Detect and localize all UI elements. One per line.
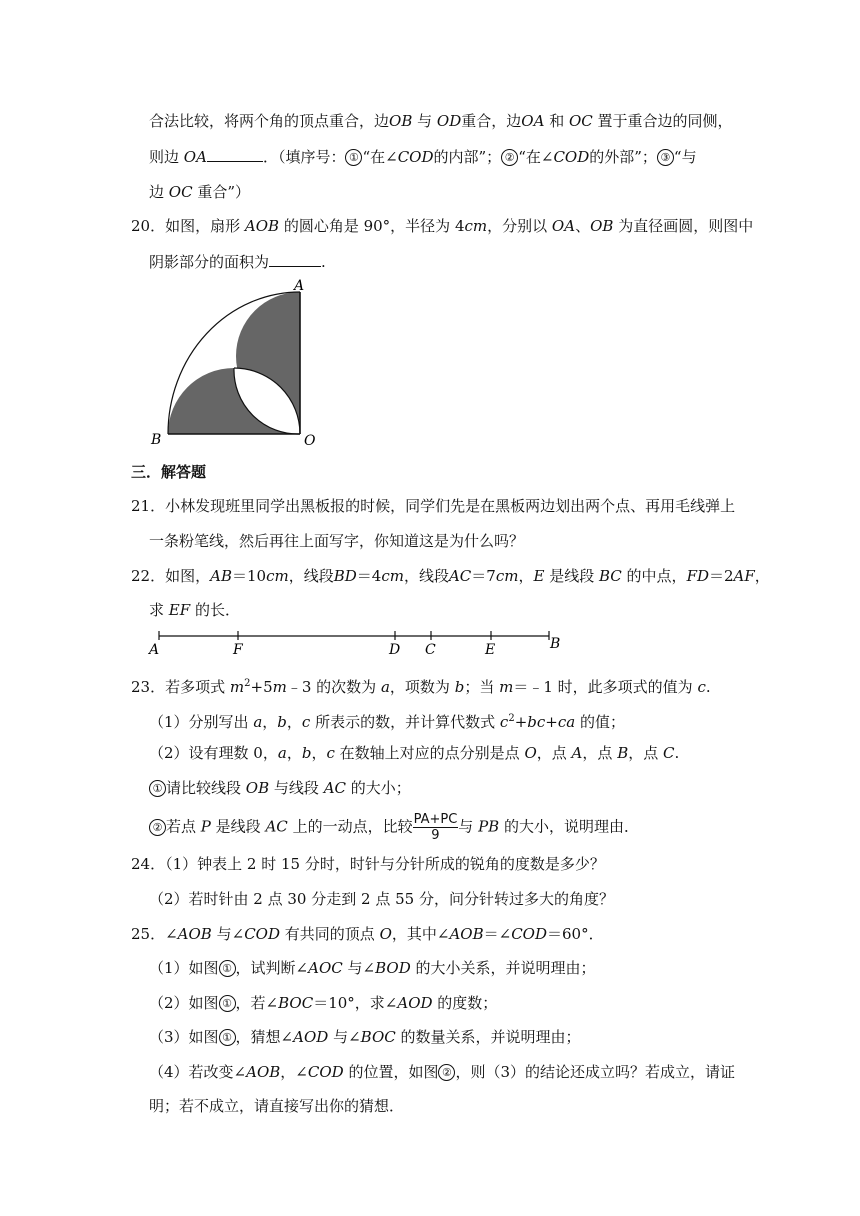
q25-line3: （2）如图 ① ，若∠BOC＝10°，求∠AOD 的度数； xyxy=(149,994,498,1012)
q22-line1: 22．如图，AB＝10cm，线段BD＝4cm，线段AC＝7cm，E 是线段 BC 的中点，FD＝2AF， xyxy=(131,567,770,585)
label-o: O xyxy=(304,433,316,448)
label-e: E xyxy=(485,642,496,658)
q19-line3: 边 OC 重合”） xyxy=(149,183,251,201)
q24-line2: （2）若时针由 2 点 30 分走到 2 点 55 分，问分针转过多大的角度？ xyxy=(149,890,614,908)
label-a: A xyxy=(294,278,305,294)
label-a: A xyxy=(149,642,160,658)
q23-line1: 23．若多项式 $m^2+5m﹣3$ 的次数为 a，项数为 b；当 m＝﹣1 时，此多项式的值为 c. xyxy=(131,678,711,696)
answer-blank[interactable] xyxy=(207,147,263,162)
fraction: $\frac{PA+PC}{9}$ xyxy=(413,812,458,843)
label-f: F xyxy=(233,642,243,658)
q21-line1: 21．小林发现班里同学出黑板报的时候，同学们先是在黑板两边划出两个点、再用毛线弹上 xyxy=(131,497,736,515)
q21-line2: 一条粉笔线，然后再往上面写字，你知道这是为什么吗？ xyxy=(149,532,525,550)
sector-figure xyxy=(140,278,340,448)
q23-line4: ① 请比较线段 OB 与线段 AC 的大小； xyxy=(149,778,411,798)
q25-line6: 明；若不成立，请直接写出你的猜想． xyxy=(149,1097,405,1115)
label-c: C xyxy=(425,642,436,658)
q22-line2: 求 EF 的长． xyxy=(149,601,240,619)
q23-line5: ② 若点 P 是线段 AC 上的一动点，比较 $\frac{PA+PC}{9}$ 与 PB 的大小，说明理由． xyxy=(149,812,639,843)
q25-line4: （3）如图 ① ，猜想∠AOD 与∠BOC 的数量关系，并说明理由； xyxy=(149,1028,581,1046)
label-b: B xyxy=(151,432,162,448)
q19-line2: 则边 OA ．（填序号： ① “在∠COD的内部”； ② “在∠COD的外部”； ③ “与 xyxy=(149,148,697,166)
q25-line5: （4）若改变∠AOB，∠COD 的位置，如图 ② ，则（3）的结论还成立吗？若成立，请证 xyxy=(149,1063,736,1081)
answer-blank[interactable] xyxy=(269,252,321,267)
q24-line1: 24．（1）钟表上 2 时 15 分时，时针与分针所成的锐角的度数是多少？ xyxy=(131,855,605,873)
q23-line3: （2）设有理数 0，a，b，c 在数轴上对应的点分别是点 O，点 A，点 B，点 C. xyxy=(149,744,680,762)
q19-line1: 合法比较，将两个角的顶点重合，边OB 与 OD重合，边OA 和 OC 置于重合边的同侧， xyxy=(149,112,733,130)
q23-line2: （1）分别写出 a，b，c 所表示的数，并计算代数式 $c^2+bc+ca$ 的值； xyxy=(149,713,625,731)
q25-line2: （1）如图 ① ，试判断∠AOC 与∠BOD 的大小关系，并说明理由； xyxy=(149,959,596,977)
label-d: D xyxy=(389,642,401,658)
segment-figure xyxy=(145,628,565,664)
q20-line2: 阴影部分的面积为 . xyxy=(149,253,326,271)
section-heading: 三．解答题 xyxy=(131,463,207,481)
q20-line1: 20．如图，扇形 AOB 的圆心角是 90°，半径为 4cm，分别以 OA、OB 为直径画圆，则图中 xyxy=(131,217,754,235)
label-b: B xyxy=(550,636,561,652)
q25-line1: 25．∠AOB 与∠COD 有共同的顶点 O，其中∠AOB＝∠COD＝60°． xyxy=(131,925,604,943)
